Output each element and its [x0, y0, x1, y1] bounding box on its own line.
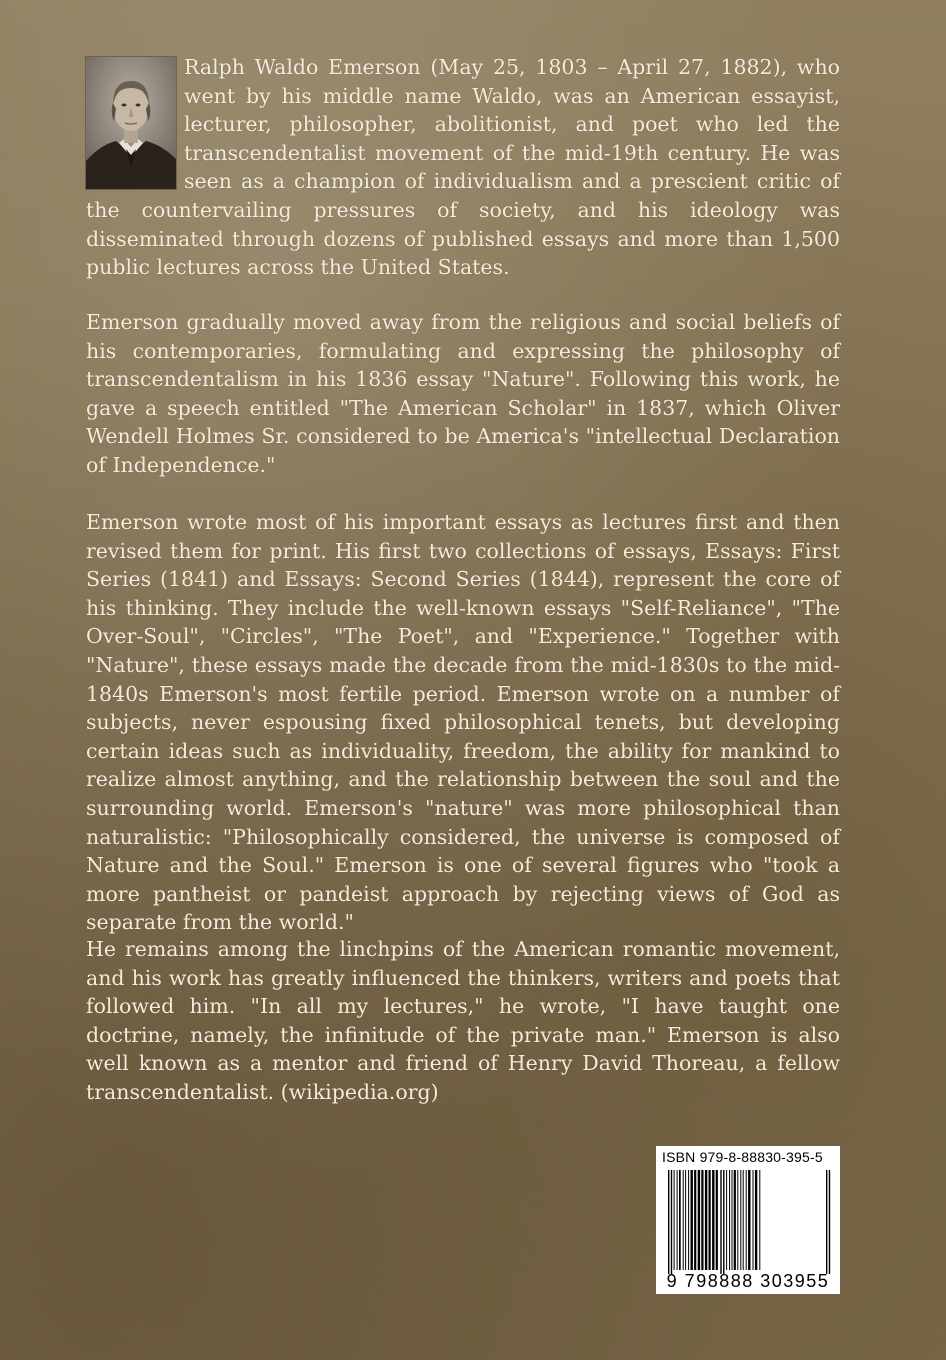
barcode-icon: [666, 1170, 832, 1274]
barcode-bar: [755, 1170, 757, 1270]
barcode-bar: [691, 1170, 693, 1270]
barcode-bar: [746, 1170, 747, 1270]
barcode-bar: [705, 1170, 707, 1270]
barcode-bar: [671, 1170, 672, 1274]
barcode-bar: [723, 1170, 724, 1274]
barcode-bar: [683, 1170, 684, 1270]
barcode-bar: [826, 1170, 827, 1274]
paragraph-legacy: He remains among the linchpins of the American romantic movement, and his work has greatly influenced the thinkers, writers and poets that followed him. "In all my lectures," he wrote, "I have taught one doctrine, namely, the infinitude of the private man." Emerson is also well known as a mentor and friend of Henry David Thoreau, a fellow transcendentalist. (wikipedia.org): [86, 937, 840, 1104]
barcode-bar: [740, 1170, 741, 1270]
barcode-bar: [685, 1170, 686, 1270]
barcode-bar: [748, 1170, 750, 1270]
barcode-bar: [720, 1170, 721, 1274]
barcode-bar: [753, 1170, 754, 1270]
barcode-bar: [709, 1170, 711, 1270]
barcode-bar: [743, 1170, 744, 1270]
isbn-barcode: [656, 1146, 840, 1294]
barcode-bar: [701, 1170, 703, 1270]
barcode-bar: [674, 1170, 675, 1270]
barcode-bar: [688, 1170, 689, 1270]
barcode-bar: [679, 1170, 681, 1270]
barcode-bar: [726, 1170, 727, 1270]
barcode-bar: [698, 1170, 700, 1270]
barcode-bar: [716, 1170, 718, 1270]
barcode-bar: [694, 1170, 696, 1270]
barcode-digits: 9 798888 303955: [666, 1271, 830, 1291]
barcode-bar: [829, 1170, 830, 1274]
barcode-bar: [668, 1170, 669, 1274]
paragraph-essays: Emerson wrote most of his important essays as lectures first and then revised them for print. His first two collections of essays, Essays: First Series (1841) and Essays: Second Series (1844), represent the core of his thinking. They include the well-known essays "Self-Reliance", "The Over-Soul", "Circles", "The Poet", and "Experience." Together with "Nature", these essays made the decade from the mid-1830s to the mid-1840s Emerson's most fertile period. Emerson wrote on a number of subjects, never espousing fixed philosophical tenets, but developing certain ideas such as individuality, freedom, the ability for mankind to realize almost anything, and the relationship between the soul and the surrounding world. Emerson's "nature" was more philosophical than naturalistic: "Philosophically considered, the universe is composed of Nature and the Soul." Emerson is one of several figures who "took a more pantheist or pandeist approach by rejecting views of God as separate from the world.": [86, 510, 840, 935]
paragraph-transcendentalism: Emerson gradually moved away from the religious and social beliefs of his contemporaries, formulating and expressing the philosophy of transcendentalism in his 1836 essay "Nature". Following this work, he gave a speech entitled "The American Scholar" in 1837, which Oliver Wendell Holmes Sr. considered to be America's "intellectual Declaration of Independence.": [86, 310, 840, 477]
barcode-bar: [737, 1170, 738, 1270]
barcode-bar: [734, 1170, 736, 1270]
barcode-bar: [759, 1170, 760, 1270]
barcode-bar: [729, 1170, 730, 1270]
barcode-bar: [712, 1170, 714, 1270]
paragraph-biography-intro: Ralph Waldo Emerson (May 25, 1803 – April 27, 1882), who went by his middle name Waldo, was an American essayist, lecturer, philosopher, abolitionist, and poet who led the transcendentalist movement of the mid-19th century. He was seen as a champion of individualism and a prescient critic of the countervailing pressures of society, and his ideology was disseminated through dozens of published essays and more than 1,500 public lectures across the United States.: [86, 55, 840, 280]
barcode-bar: [677, 1170, 678, 1270]
barcode-bar: [732, 1170, 733, 1270]
isbn-label: ISBN 979-8-88830-395-5: [662, 1149, 823, 1165]
